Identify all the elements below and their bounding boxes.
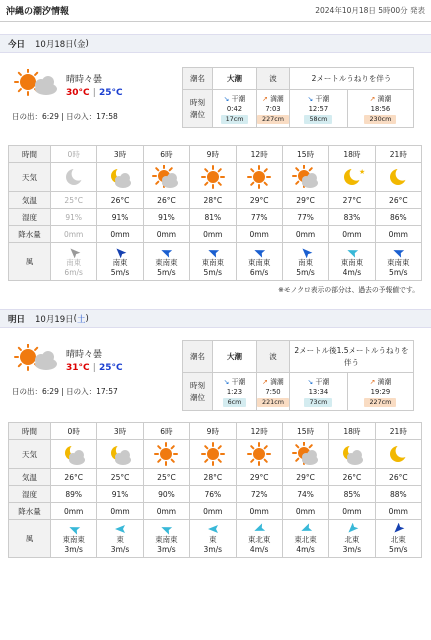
rain-cell: 0mm: [236, 226, 282, 243]
weather-cell: [51, 163, 97, 192]
wind-cell: [97, 520, 143, 558]
wind-direction: 東: [116, 534, 124, 544]
tide-type: 干潮: [315, 377, 330, 386]
hour-cell: 18時: [329, 146, 375, 163]
wind-arrow-icon: [345, 247, 359, 256]
sun-icon: [245, 449, 273, 458]
moon-icon: [60, 172, 88, 181]
tide-type: 満潮: [270, 94, 284, 103]
row-label-wind: 風: [9, 520, 51, 558]
tide-event: [347, 90, 413, 128]
hour-cell: 18時: [329, 423, 375, 440]
wind-cell: [236, 520, 282, 558]
wind-cell: [236, 243, 282, 281]
wind-cell: [51, 520, 97, 558]
tide-name-label: 潮名: [183, 341, 213, 373]
level-label: 潮位: [190, 109, 205, 119]
temp-cell: 28°C: [190, 192, 236, 209]
sun-cloud-icon: [152, 172, 180, 181]
time-label: 時刻: [190, 380, 205, 390]
row-label-rain: 降水量: [9, 226, 51, 243]
sunrise: 日の出：6:29: [12, 112, 59, 121]
wind-direction: 東南東: [62, 534, 85, 544]
temp-cell: 25°C: [97, 469, 143, 486]
arrow-up-icon: ↗: [369, 377, 376, 386]
weather-cell: [282, 163, 328, 192]
tide-level: 17cm: [221, 115, 249, 124]
temp-low: 25°C: [98, 363, 123, 373]
hour-cell: 6時: [143, 423, 189, 440]
hour-cell: 0時: [51, 146, 97, 163]
temp-cell: 29°C: [282, 469, 328, 486]
wind-cell: [190, 520, 236, 558]
humidity-cell: 91%: [51, 209, 97, 226]
weather-cell: [143, 163, 189, 192]
weather-text: 晴時々曇: [66, 350, 103, 360]
temp-cell: 26°C: [143, 192, 189, 209]
day-label: 今日: [8, 39, 26, 50]
hour-cell: 0時: [51, 423, 97, 440]
wind-arrow-icon: [206, 247, 220, 256]
temp-cell: 26°C: [375, 192, 421, 209]
hour-cell: 6時: [143, 146, 189, 163]
weather-cell: [236, 163, 282, 192]
temperature-range: [66, 363, 123, 373]
hour-cell: 15時: [282, 146, 328, 163]
sun-icon: [245, 172, 273, 181]
row-label-humidity: 湿度: [9, 209, 51, 226]
humidity-cell: 90%: [143, 486, 189, 503]
weather-cell: [375, 440, 421, 469]
tide-event: [257, 90, 290, 128]
hour-cell: 12時: [236, 146, 282, 163]
day-summary: [0, 328, 431, 422]
wind-arrow-icon: [252, 524, 266, 533]
temp-low: 25°C: [98, 88, 123, 98]
temp-cell: 29°C: [282, 192, 328, 209]
wind-direction: 北東: [390, 534, 406, 544]
rain-cell: 0mm: [97, 503, 143, 520]
rain-cell: 0mm: [329, 226, 375, 243]
temp-separator: |: [92, 88, 96, 98]
wind-arrow-icon: [67, 524, 81, 533]
humidity-cell: 88%: [375, 486, 421, 503]
row-label-humidity: 湿度: [9, 486, 51, 503]
tide-level: 6cm: [223, 398, 247, 407]
rain-cell: 0mm: [51, 503, 97, 520]
humidity-cell: 74%: [282, 486, 328, 503]
sun-cloud-icon: [14, 69, 58, 97]
tide-type: 満潮: [270, 377, 284, 386]
wave-label: 波: [257, 341, 290, 373]
temperature-range: [66, 88, 123, 98]
wind-speed: 5m/s: [110, 267, 130, 277]
humidity-cell: 89%: [51, 486, 97, 503]
rain-cell: 0mm: [190, 226, 236, 243]
moon-cloud-icon: [106, 172, 134, 181]
arrow-up-icon: ↗: [262, 94, 268, 103]
wind-direction: 南東: [66, 257, 82, 267]
wind-arrow-icon: [391, 524, 405, 533]
wind-cell: [143, 520, 189, 558]
row-label-time: 時間: [9, 146, 51, 163]
tide-level: 227cm: [364, 398, 396, 407]
weather-cell: [143, 440, 189, 469]
sun-times: 日の出：6:29 | 日の入：17:58: [12, 112, 118, 121]
weather-cell: [329, 440, 375, 469]
weather-cell: [51, 440, 97, 469]
wind-arrow-icon: [345, 524, 359, 533]
row-label-weather: 天気: [9, 163, 51, 192]
weekday-close: ): [85, 38, 89, 49]
wind-arrow-icon: [391, 247, 405, 256]
wind-speed: 3m/s: [203, 544, 223, 554]
tide-time: 7:50: [265, 387, 281, 396]
weather-cell: [97, 440, 143, 469]
day-header: [0, 34, 431, 53]
tide-time: 13:34: [308, 387, 329, 396]
rain-cell: 0mm: [375, 226, 421, 243]
wind-arrow-icon: [67, 247, 81, 256]
tide-name-label: 潮名: [183, 68, 213, 90]
wind-speed: 6m/s: [64, 267, 83, 277]
wind-direction: 東北東: [294, 534, 317, 544]
temp-cell: 29°C: [236, 469, 282, 486]
temp-cell: 28°C: [190, 469, 236, 486]
tide-time-level-label: [183, 90, 213, 128]
hour-cell: 15時: [282, 423, 328, 440]
tide-type: 干潮: [231, 377, 246, 386]
weekday-close: ): [85, 313, 89, 324]
wind-direction: 東南東: [387, 257, 410, 267]
row-label-weather: 天気: [9, 440, 51, 469]
hour-cell: 21時: [375, 146, 421, 163]
hour-cell: 3時: [97, 423, 143, 440]
tide-event: [289, 373, 347, 411]
rain-cell: 0mm: [282, 503, 328, 520]
tide-event: [257, 373, 290, 411]
tide-type: 満潮: [377, 94, 392, 103]
sun-times: 日の出：6:29 | 日の入：17:57: [12, 387, 118, 396]
temp-separator: |: [92, 363, 96, 373]
row-label-rain: 降水量: [9, 503, 51, 520]
weather-cell: [236, 440, 282, 469]
wind-direction: 東南東: [155, 257, 178, 267]
tide-type: 干潮: [231, 94, 246, 103]
tide-name: 大潮: [213, 68, 257, 90]
wind-speed: 3m/s: [110, 544, 130, 554]
wind-speed: 5m/s: [157, 267, 176, 277]
weekday-open: (: [73, 313, 77, 324]
wind-speed: 3m/s: [157, 544, 176, 554]
wind-cell: [97, 243, 143, 281]
wave-info: 2メートル後1.5メートルうねりを伴う: [289, 341, 413, 373]
wind-speed: 4m/s: [296, 544, 315, 554]
temp-cell: 29°C: [236, 192, 282, 209]
moon-star-icon: [338, 168, 366, 181]
moon-cloud-icon: [60, 449, 88, 458]
temp-cell: 25°C: [51, 192, 97, 209]
temp-cell: 27°C: [329, 192, 375, 209]
tide-type: 満潮: [377, 377, 392, 386]
rain-cell: 0mm: [375, 503, 421, 520]
sun-cloud-icon: [292, 449, 320, 458]
rain-cell: 0mm: [190, 503, 236, 520]
tide-event: [289, 90, 347, 128]
tide-time: 12:57: [308, 104, 329, 113]
tide-time: 0:42: [226, 104, 243, 113]
wind-arrow-icon: [206, 524, 220, 533]
day-date: 10月19日: [35, 314, 74, 325]
day-section: [0, 22, 431, 309]
wind-cell: [143, 243, 189, 281]
rain-cell: 0mm: [329, 503, 375, 520]
row-label-time: 時間: [9, 423, 51, 440]
day-weekday: 土: [76, 314, 86, 325]
wind-arrow-icon: [113, 524, 127, 533]
time-label: 時刻: [190, 97, 205, 107]
wind-cell: [329, 243, 375, 281]
arrow-down-icon: ↘: [223, 377, 230, 386]
wind-arrow-icon: [299, 524, 313, 533]
tide-event: [213, 373, 257, 411]
level-label: 潮位: [190, 392, 205, 402]
row-label-temp: 気温: [9, 469, 51, 486]
humidity-cell: 72%: [236, 486, 282, 503]
wind-direction: 東南東: [155, 534, 178, 544]
day-section: [0, 309, 431, 564]
wind-direction: 東南東: [340, 257, 364, 267]
wind-speed: 3m/s: [342, 544, 362, 554]
tide-table: [182, 67, 414, 128]
tide-time: 19:29: [370, 387, 391, 396]
wind-speed: 4m/s: [249, 544, 269, 554]
wind-cell: [282, 243, 328, 281]
humidity-cell: 91%: [97, 486, 143, 503]
temp-high: 31°C: [66, 363, 90, 373]
day-weekday: 金: [76, 39, 86, 50]
tide-event: [347, 373, 413, 411]
humidity-cell: 76%: [190, 486, 236, 503]
humidity-cell: 91%: [97, 209, 143, 226]
wind-direction: 南東: [112, 257, 128, 267]
temp-cell: 26°C: [329, 469, 375, 486]
wind-speed: 5m/s: [389, 544, 408, 554]
wind-cell: [375, 243, 421, 281]
humidity-cell: 77%: [236, 209, 282, 226]
rain-cell: 0mm: [282, 226, 328, 243]
wind-arrow-icon: [159, 247, 173, 256]
day-date: 10月18日: [35, 39, 74, 50]
sunset: 日の入：17:57: [66, 387, 118, 396]
humidity-cell: 85%: [329, 486, 375, 503]
rain-cell: 0mm: [51, 226, 97, 243]
arrow-up-icon: ↗: [369, 94, 376, 103]
hour-cell: 12時: [236, 423, 282, 440]
rain-cell: 0mm: [143, 226, 189, 243]
hour-cell: 3時: [97, 146, 143, 163]
tide-level: 73cm: [304, 398, 332, 407]
row-label-wind: 風: [9, 243, 51, 281]
hour-cell: 21時: [375, 423, 421, 440]
moon-icon: [384, 449, 412, 458]
rain-cell: 0mm: [236, 503, 282, 520]
wind-direction: 東南東: [201, 257, 225, 267]
wave-label: 波: [257, 68, 290, 90]
wave-info: 2メートルうねりを伴う: [289, 68, 413, 90]
temp-high: 30°C: [66, 88, 90, 98]
wind-cell: [282, 520, 328, 558]
tide-level: 221cm: [257, 398, 289, 407]
sun-cloud-icon: [292, 172, 320, 181]
moon-cloud-icon: [338, 449, 366, 458]
temp-cell: 25°C: [143, 469, 189, 486]
wind-cell: [51, 243, 97, 281]
weather-cell: [190, 163, 236, 192]
humidity-cell: 83%: [329, 209, 375, 226]
sun-icon: [199, 449, 227, 458]
temp-cell: 26°C: [97, 192, 143, 209]
tide-time: 18:56: [370, 104, 391, 113]
tide-time: 1:23: [226, 387, 243, 396]
humidity-cell: 86%: [375, 209, 421, 226]
page-title: 沖縄の潮汐情報: [6, 7, 70, 17]
tide-event: [213, 90, 257, 128]
wind-direction: 東北東: [247, 534, 271, 544]
temp-cell: 26°C: [375, 469, 421, 486]
rain-cell: 0mm: [97, 226, 143, 243]
arrow-down-icon: ↘: [307, 94, 314, 103]
arrow-down-icon: ↘: [223, 94, 230, 103]
weather-cell: [190, 440, 236, 469]
wind-cell: [190, 243, 236, 281]
rain-cell: 0mm: [143, 503, 189, 520]
wind-speed: 5m/s: [203, 267, 223, 277]
wind-speed: 3m/s: [64, 544, 83, 554]
wind-cell: [375, 520, 421, 558]
wind-direction: 東南東: [247, 257, 271, 267]
tide-level: 58cm: [304, 115, 332, 124]
wind-direction: 北東: [344, 534, 360, 544]
moon-icon: [384, 172, 412, 181]
humidity-cell: 81%: [190, 209, 236, 226]
sun-icon: [152, 449, 180, 458]
wind-arrow-icon: [252, 247, 266, 256]
sun-icon: [199, 172, 227, 181]
tide-type: 干潮: [315, 94, 330, 103]
wind-arrow-icon: [113, 247, 127, 256]
arrow-down-icon: ↘: [307, 377, 314, 386]
sun-cloud-icon: [14, 344, 58, 372]
wind-direction: 東: [209, 534, 217, 544]
wind-speed: 6m/s: [249, 267, 269, 277]
day-label: 明日: [8, 314, 26, 325]
wind-speed: 5m/s: [296, 267, 315, 277]
wind-speed: 5m/s: [389, 267, 408, 277]
moon-cloud-icon: [106, 449, 134, 458]
sunrise: 日の出：6:29: [12, 387, 59, 396]
tide-level: 230cm: [364, 115, 396, 124]
tide-name: 大潮: [213, 341, 257, 373]
weather-cell: [282, 440, 328, 469]
issued-datetime: 2024年10月18日 5時00分 発表: [315, 6, 425, 15]
past-forecast-note: ※モノクロ表示の部分は、過去の予報値です。: [278, 286, 419, 294]
wind-direction: 南東: [298, 257, 314, 267]
wind-arrow-icon: [299, 247, 313, 256]
wind-speed: 4m/s: [342, 267, 362, 277]
day-header: [0, 309, 431, 328]
tide-time-level-label: [183, 373, 213, 411]
wind-cell: [329, 520, 375, 558]
humidity-cell: 77%: [282, 209, 328, 226]
weather-cell: [375, 163, 421, 192]
hour-cell: 9時: [190, 146, 236, 163]
tide-level: 227cm: [257, 115, 289, 124]
weather-cell: [97, 163, 143, 192]
sunset: 日の入：17:58: [66, 112, 118, 121]
weather-text: 晴時々曇: [66, 75, 103, 85]
weekday-open: (: [73, 38, 77, 49]
wind-arrow-icon: [159, 524, 173, 533]
arrow-up-icon: ↗: [262, 377, 268, 386]
header-bar: [0, 0, 431, 22]
temp-cell: 26°C: [51, 469, 97, 486]
row-label-temp: 気温: [9, 192, 51, 209]
hourly-forecast-table: [8, 145, 422, 281]
svg-text:★: ★: [358, 168, 366, 176]
weather-cell: [329, 163, 375, 192]
day-summary: [0, 53, 431, 145]
humidity-cell: 91%: [143, 209, 189, 226]
hour-cell: 9時: [190, 423, 236, 440]
tide-table: [182, 340, 414, 411]
tide-time: 7:03: [265, 104, 281, 113]
hourly-forecast-table: [8, 422, 422, 558]
